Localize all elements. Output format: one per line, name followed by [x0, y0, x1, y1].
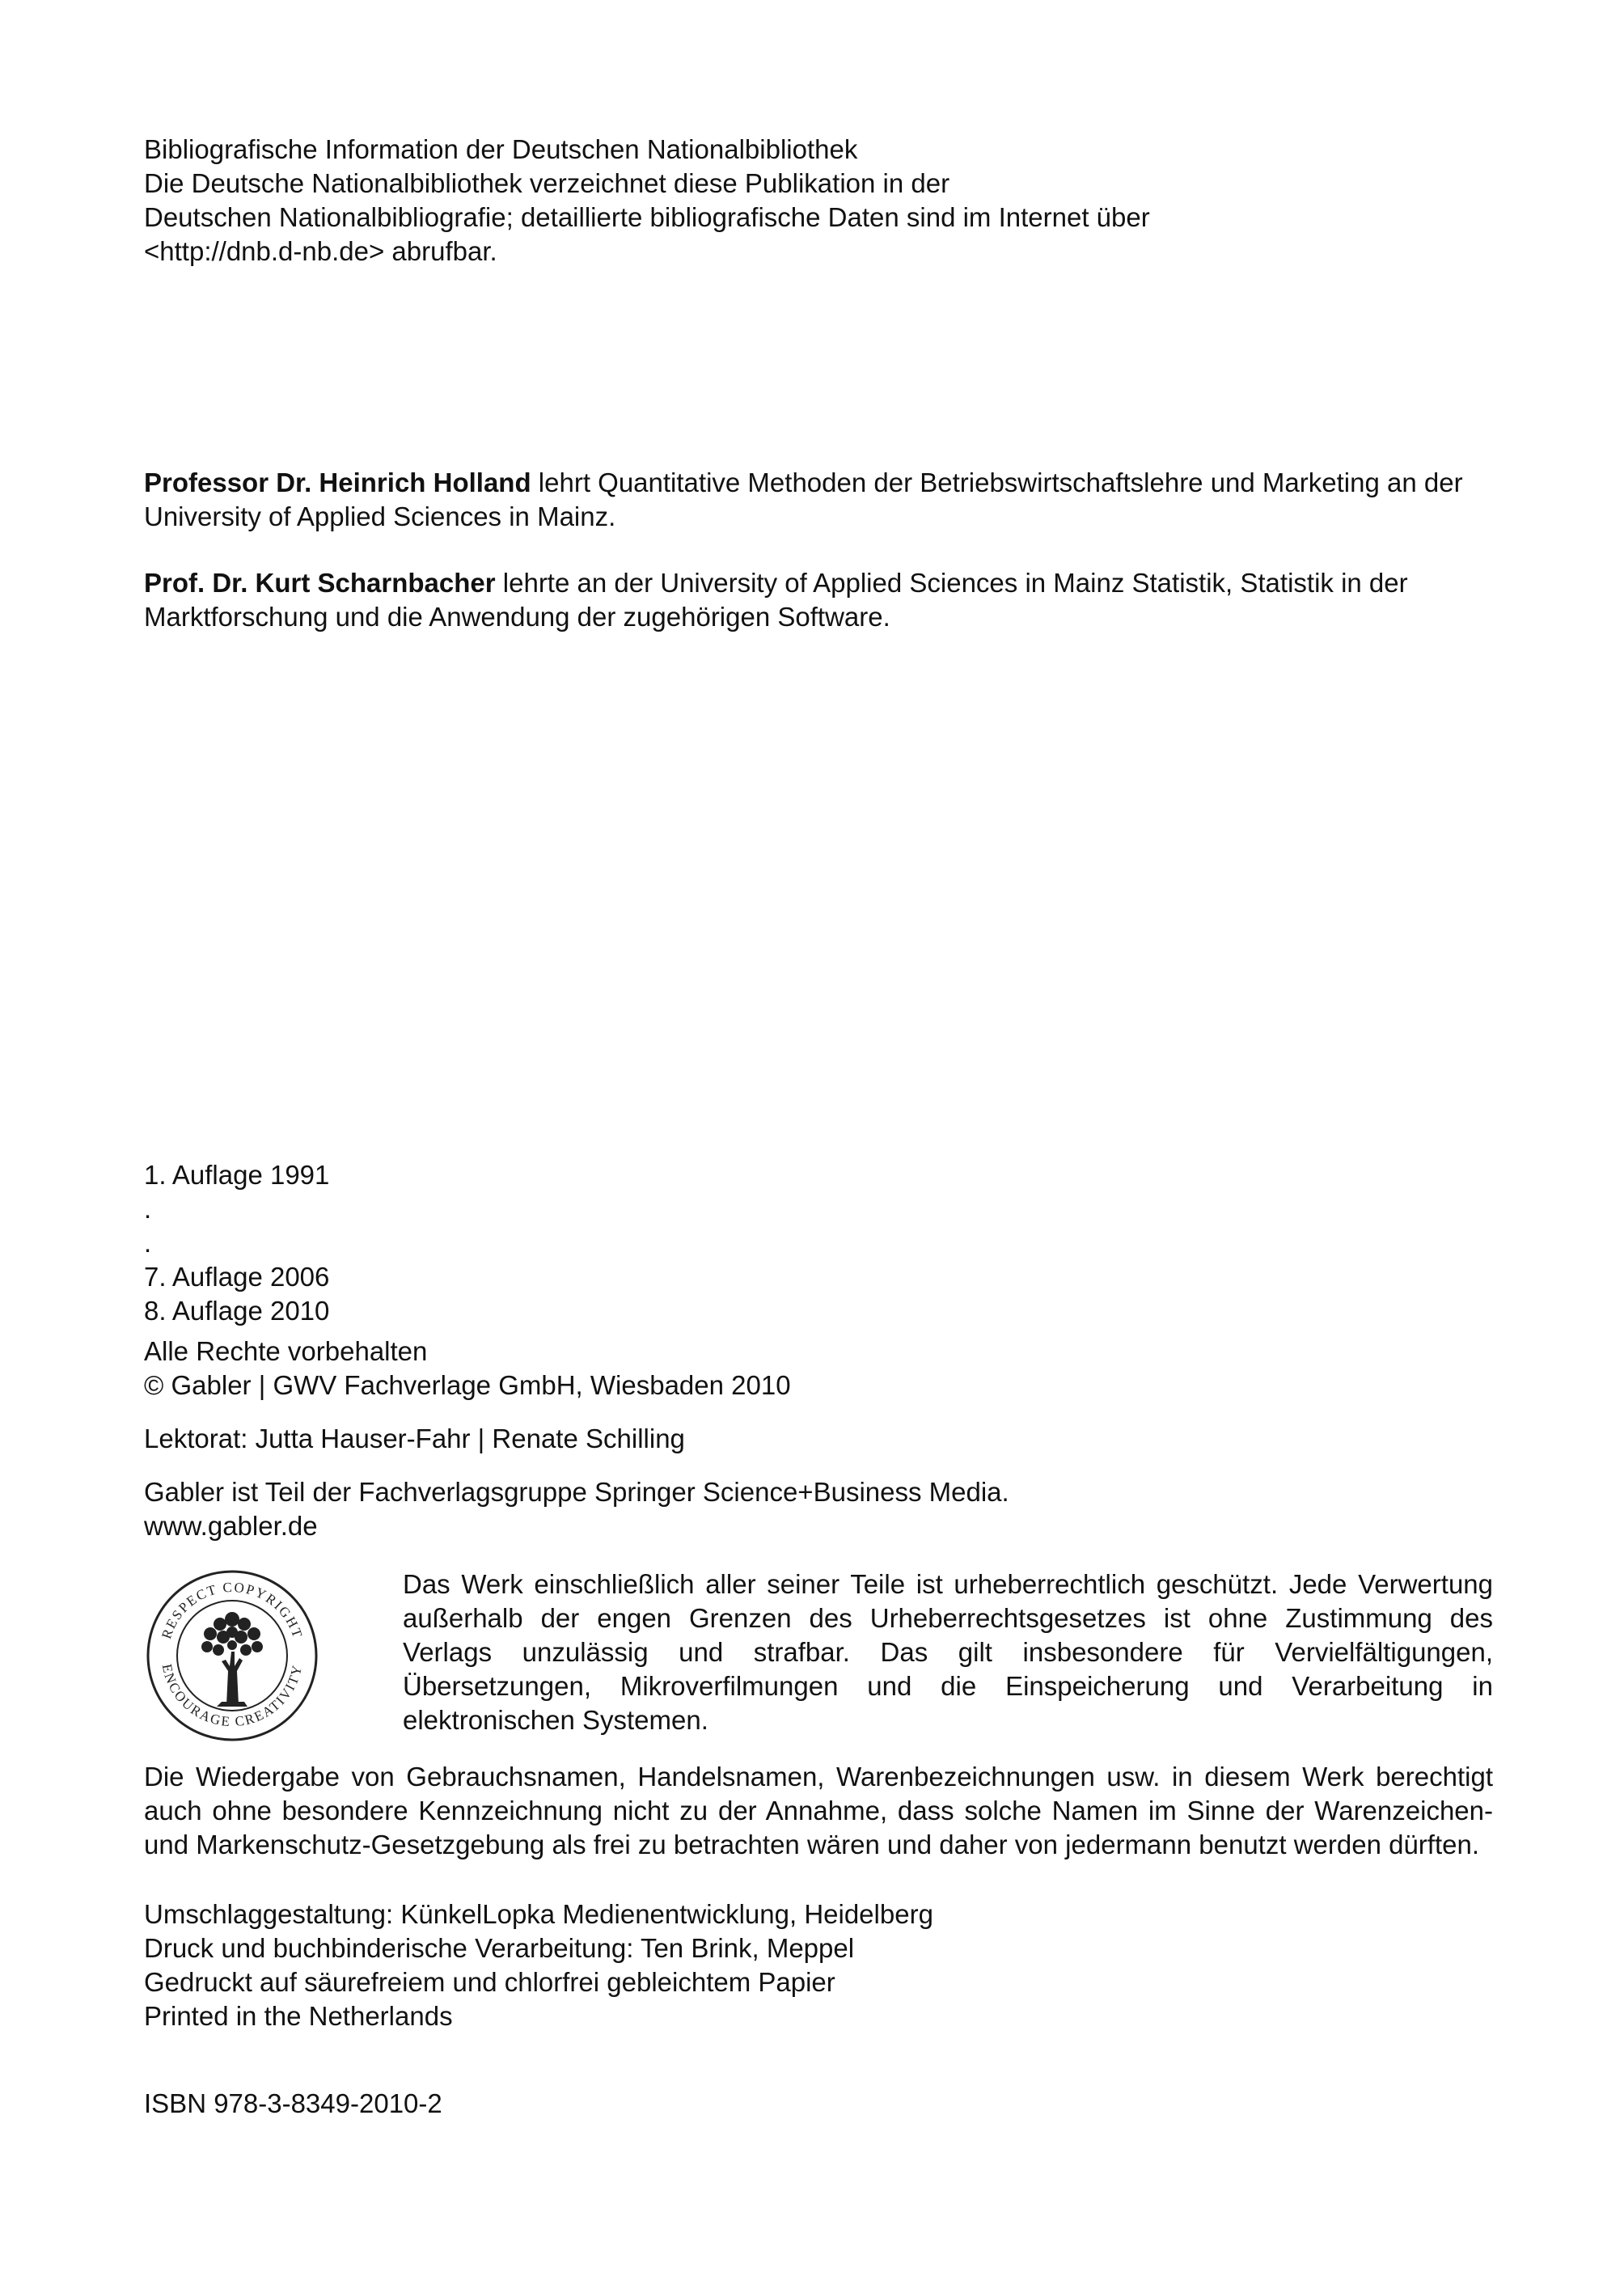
publisher-info: [144, 1475, 1493, 1543]
bib-line: Die Deutsche Nationalbibliothek verzeichnet diese Publikation in der: [144, 168, 950, 198]
isbn-number: ISBN 978-3-8349-2010-2: [144, 2088, 442, 2118]
rights-notice: [144, 1335, 1493, 1402]
author-bio-scharnbacher: [144, 566, 1493, 634]
copyright-line: © Gabler | GWV Fachverlage GmbH, Wiesbaden 2010: [144, 1370, 791, 1400]
edition-line: 7. Auflage 2006: [144, 1262, 330, 1292]
copyright-legal-notice: Das Werk einschließlich aller seiner Teile ist urheberrechtlich geschützt. Jede Verwertung außerhalb der engen Grenzen des Urheberrechtsgesetzes ist ohne Zustimmung des Verlags unzulässig und strafbar. Das gilt insbesondere für Vervielfältigungen, Übersetzungen, Mikroverfilmungen und die Einspeicherung und Verarbeitung in elektronischen Systemen.: [403, 1569, 1493, 1735]
edition-line: .: [144, 1228, 152, 1258]
publisher-website: www.gabler.de: [144, 1511, 318, 1541]
respect-copyright-seal-icon: [144, 1567, 320, 1744]
author-bio-text: lehrte an der University of Applied Sciences in Mainz Statistik, Statistik in der Marktforschung und die Anwendung der zugehörigen Software.: [144, 568, 1408, 632]
lektorat-line: Lektorat: Jutta Hauser-Fahr | Renate Schilling: [144, 1424, 685, 1453]
bib-line: <http://dnb.d-nb.de> abrufbar.: [144, 236, 497, 266]
isbn: [144, 2087, 1493, 2121]
bibliographic-information: [144, 133, 1493, 269]
tree-icon: [201, 1612, 263, 1707]
legal-notice-row: [144, 1567, 1493, 1747]
author-name: Prof. Dr. Kurt Scharnbacher: [144, 568, 496, 598]
edition-line: .: [144, 1194, 152, 1224]
production-line: Druck und buchbinderische Verarbeitung: Ten Brink, Meppel: [144, 1933, 855, 1963]
author-bio-text: lehrt Quantitative Methoden der Betriebswirtschaftslehre und Marketing an der University of Applied Sciences in Mainz.: [144, 467, 1463, 531]
editorial-credits: [144, 1422, 1493, 1456]
author-bio-holland: [144, 466, 1493, 534]
edition-line: 8. Auflage 2010: [144, 1296, 330, 1326]
bib-line: Bibliografische Information der Deutschen Nationalbibliothek: [144, 134, 858, 164]
rights-reserved: Alle Rechte vorbehalten: [144, 1336, 428, 1366]
author-name: Professor Dr. Heinrich Holland: [144, 467, 531, 497]
author-bios: [144, 466, 1493, 666]
production-line: Umschlaggestaltung: KünkelLopka Medienentwicklung, Heidelberg: [144, 1899, 933, 1929]
production-line: Printed in the Netherlands: [144, 2001, 453, 2031]
trademark-notice: Die Wiedergabe von Gebrauchsnamen, Handelsnamen, Warenbezeichnungen usw. in diesem Werk berechtigt auch ohne besondere Kennzeichnung nicht zu der Annahme, dass solche Namen im Sinne der Warenzeichen- und Markenschutz-Gesetzgebung als frei zu betrachten wären und daher von jedermann benutzt werden dürften.: [144, 1762, 1493, 1859]
bib-line: Deutschen Nationalbibliografie; detaillierte bibliografische Daten sind im Internet über: [144, 202, 1150, 232]
seal-text-top: RESPECT COPYRIGHT: [159, 1579, 306, 1641]
publisher-group: Gabler ist Teil der Fachverlagsgruppe Springer Science+Business Media.: [144, 1477, 1009, 1507]
edition-history: [144, 1158, 1493, 1328]
production-credits: [144, 1897, 1493, 2033]
seal-text-bottom: ENCOURAGE CREATIVITY: [159, 1662, 306, 1730]
edition-line: 1. Auflage 1991: [144, 1160, 330, 1190]
production-line: Gedruckt auf säurefreiem und chlorfrei gebleichtem Papier: [144, 1967, 835, 1997]
